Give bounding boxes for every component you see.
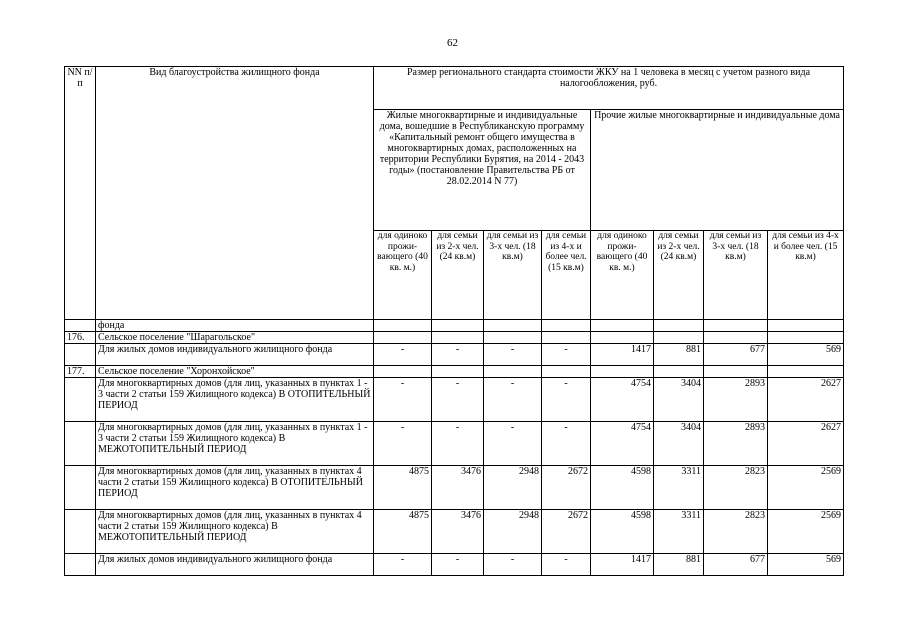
row-label: Сельское поселение "Шарагольское" [96, 332, 374, 344]
row-label: Для многоквартирных домов (для лиц, указанных в пунктах 4 части 2 статьи 159 Жилищного кодекса) В МЕЖОТОПИТЕЛЬНЫЙ ПЕРИОД [96, 510, 374, 554]
header-col-2: для семьи из 2-х чел. (24 кв.м) [432, 231, 484, 320]
header-type: Вид благоустройства жилищного фонда [96, 67, 374, 320]
row-label: Для многоквартирных домов (для лиц, указанных в пунктах 1 - 3 части 2 статьи 159 Жилищного кодекса) В ОТОПИТЕЛЬНЫЙ ПЕРИОД [96, 378, 374, 422]
row-number [65, 554, 96, 576]
table-row [65, 554, 844, 576]
row-value: - [432, 422, 484, 466]
row-value: - [432, 344, 484, 366]
row-value [542, 366, 591, 378]
row-value: - [542, 378, 591, 422]
page-number: 62 [447, 37, 458, 49]
row-label: Для жилых домов индивидуального жилищного фонда [96, 554, 374, 576]
header-col-3: для семьи из 3-х чел. (18 кв.м) [484, 231, 542, 320]
row-value [654, 366, 704, 378]
row-value: 4598 [591, 510, 654, 554]
row-value: - [542, 344, 591, 366]
row-value [374, 320, 432, 332]
row-value: 2569 [768, 510, 844, 554]
table-row [65, 344, 844, 366]
row-value [704, 366, 768, 378]
header-col-1: для одиноко прожи-вающего (40 кв. м.) [374, 231, 432, 320]
row-value: 4754 [591, 422, 654, 466]
row-label: фонда [96, 320, 374, 332]
row-value: 677 [704, 554, 768, 576]
row-value [591, 366, 654, 378]
tariff-table [64, 66, 844, 576]
row-value: 4875 [374, 510, 432, 554]
header-row-main [65, 67, 844, 110]
row-value: - [484, 378, 542, 422]
row-label: Сельское поселение "Хоронхойское" [96, 366, 374, 378]
table-body [65, 320, 844, 576]
row-number [65, 344, 96, 366]
row-number: 177. [65, 366, 96, 378]
row-value: - [374, 554, 432, 576]
row-value: - [542, 554, 591, 576]
header-main: Размер регионального стандарта стоимости ЖКУ на 1 человека в месяц с учетом разного вида налогообложения, руб. [374, 67, 844, 110]
row-value: 2948 [484, 466, 542, 510]
row-value [374, 332, 432, 344]
row-value [542, 320, 591, 332]
row-value [484, 320, 542, 332]
table-row [65, 510, 844, 554]
header-col-7: для семьи из 3-х чел. (18 кв.м) [704, 231, 768, 320]
row-value: 2627 [768, 422, 844, 466]
header-col-5: для одиноко прожи-вающего (40 кв. м.) [591, 231, 654, 320]
row-value [654, 320, 704, 332]
row-value [484, 332, 542, 344]
table-row [65, 332, 844, 344]
row-value: 4754 [591, 378, 654, 422]
header-col-4: для семьи из 4-х и более чел. (15 кв.м) [542, 231, 591, 320]
row-value [591, 320, 654, 332]
table-row [65, 320, 844, 332]
row-value [484, 366, 542, 378]
row-value: 4598 [591, 466, 654, 510]
row-label: Для многоквартирных домов (для лиц, указанных в пунктах 1 - 3 части 2 статьи 159 Жилищного кодекса) В МЕЖОТОПИТЕЛЬНЫЙ ПЕРИОД [96, 422, 374, 466]
row-value: - [374, 378, 432, 422]
row-value: - [374, 344, 432, 366]
row-number [65, 510, 96, 554]
table-row [65, 422, 844, 466]
table-row [65, 366, 844, 378]
row-value: 881 [654, 344, 704, 366]
row-value [768, 320, 844, 332]
row-value: 2569 [768, 466, 844, 510]
row-value: 2672 [542, 466, 591, 510]
row-value: 3404 [654, 378, 704, 422]
row-label: Для многоквартирных домов (для лиц, указанных в пунктах 4 части 2 статьи 159 Жилищного кодекса) В ОТОПИТЕЛЬНЫЙ ПЕРИОД [96, 466, 374, 510]
row-value [768, 366, 844, 378]
row-value [432, 366, 484, 378]
row-value [704, 320, 768, 332]
row-value: 2893 [704, 422, 768, 466]
row-value: 2672 [542, 510, 591, 554]
row-value [432, 332, 484, 344]
row-value [374, 366, 432, 378]
row-value: - [432, 378, 484, 422]
row-value: 677 [704, 344, 768, 366]
row-value: 2948 [484, 510, 542, 554]
row-value: 569 [768, 554, 844, 576]
row-value: - [484, 422, 542, 466]
row-number [65, 320, 96, 332]
row-value: 3311 [654, 466, 704, 510]
row-value: 4875 [374, 466, 432, 510]
row-value: 881 [654, 554, 704, 576]
row-value: - [432, 554, 484, 576]
row-value: 2823 [704, 510, 768, 554]
row-value: 3476 [432, 510, 484, 554]
header-col-8: для семьи из 4-х и более чел. (15 кв.м) [768, 231, 844, 320]
row-value: - [484, 554, 542, 576]
row-number [65, 422, 96, 466]
header-col-6: для семьи из 2-х чел. (24 кв.м) [654, 231, 704, 320]
row-value [542, 332, 591, 344]
row-number: 176. [65, 332, 96, 344]
row-value: 1417 [591, 344, 654, 366]
row-value [591, 332, 654, 344]
row-value [704, 332, 768, 344]
row-value: 3404 [654, 422, 704, 466]
row-value: 3476 [432, 466, 484, 510]
row-number [65, 378, 96, 422]
row-value [432, 320, 484, 332]
row-value [768, 332, 844, 344]
header-group-other: Прочие жилые многоквартирные и индивидуальные дома [591, 110, 844, 231]
row-value: 3311 [654, 510, 704, 554]
row-value: 2823 [704, 466, 768, 510]
row-value: 2627 [768, 378, 844, 422]
row-label: Для жилых домов индивидуального жилищного фонда [96, 344, 374, 366]
row-value: 569 [768, 344, 844, 366]
row-value: 1417 [591, 554, 654, 576]
row-value: - [542, 422, 591, 466]
row-value: - [484, 344, 542, 366]
table-row [65, 466, 844, 510]
row-value: 2893 [704, 378, 768, 422]
header-nn: NN п/п [65, 67, 96, 320]
table-row [65, 378, 844, 422]
row-value [654, 332, 704, 344]
row-number [65, 466, 96, 510]
row-value: - [374, 422, 432, 466]
header-group-program: Жилые многоквартирные и индивидуальные дома, вошедшие в Республиканскую программу «Капитальный ремонт общего имущества в многоквартирных домах, расположенных на территории Республики Бурятия, на 2014 - 2043 годы» (постановление Правительства РБ от 28.02.2014 N 77) [374, 110, 591, 231]
